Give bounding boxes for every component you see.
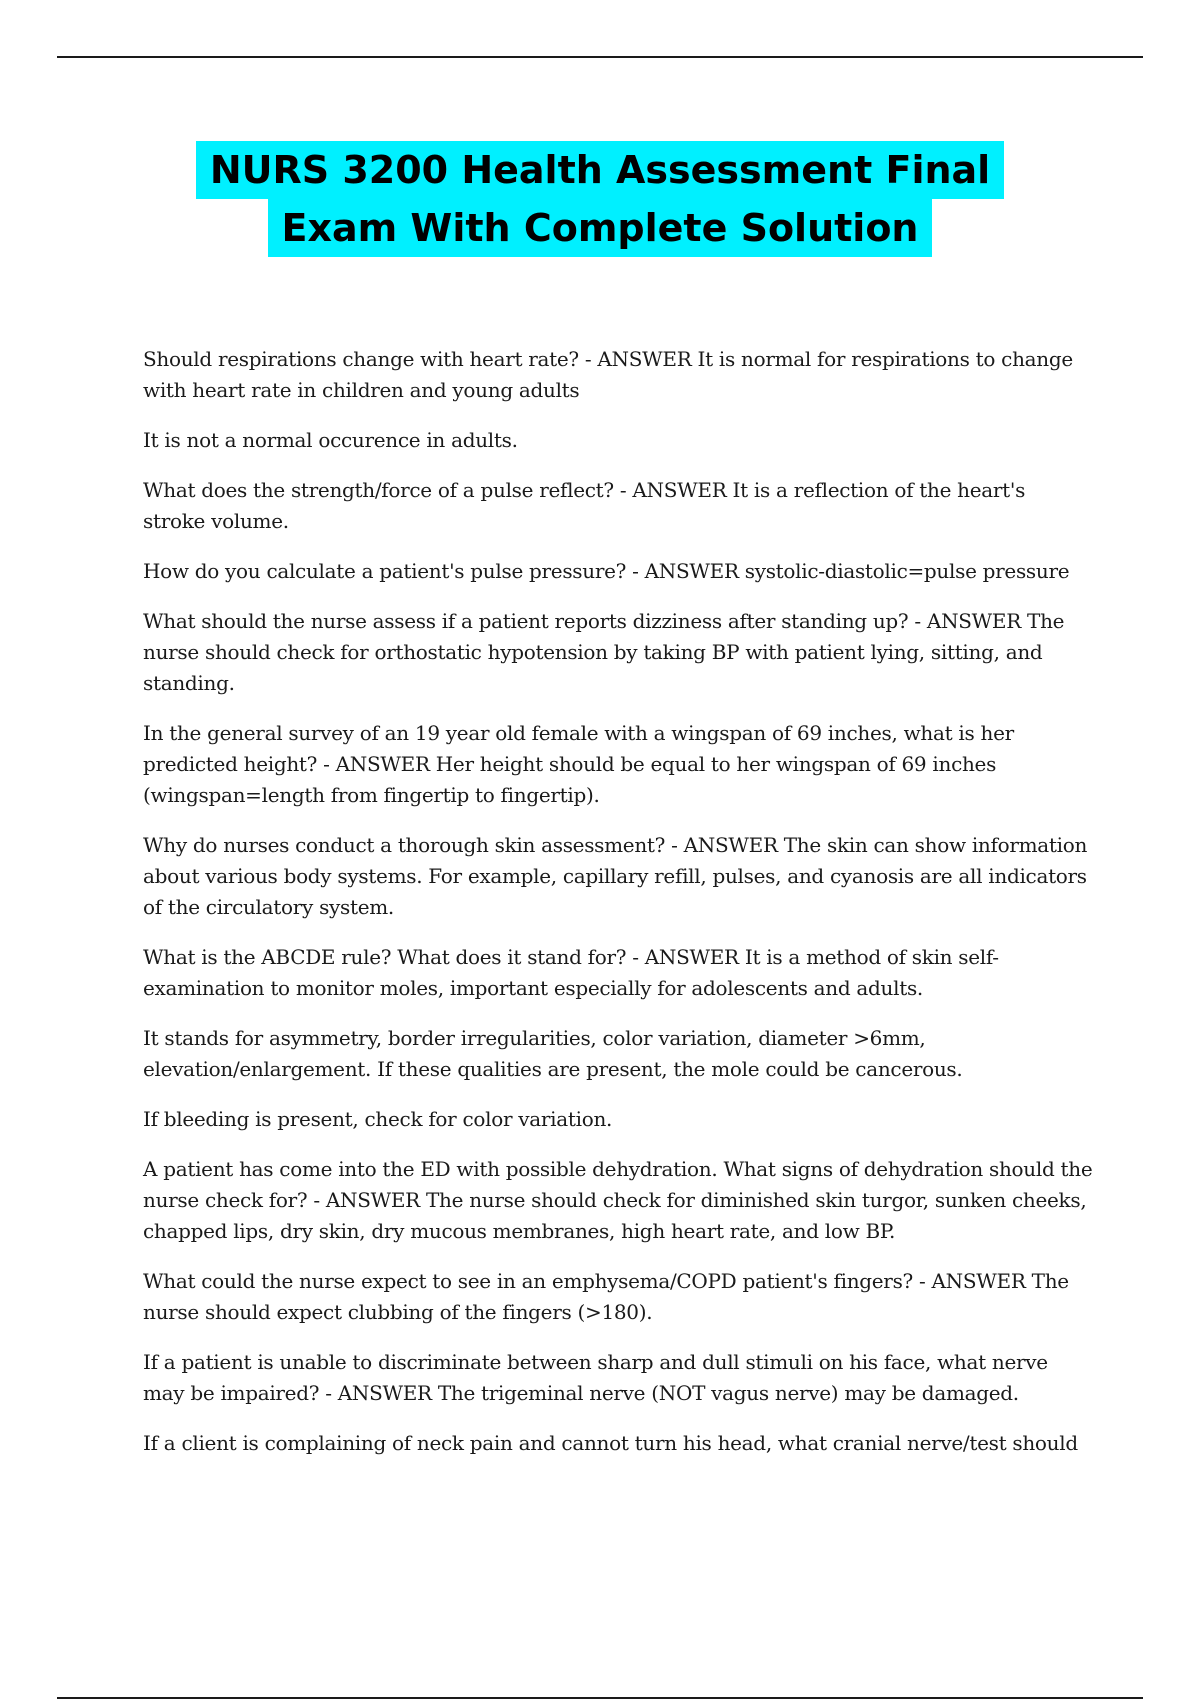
qa-paragraph-respirations: Should respirations change with heart rate? - ANSWER It is normal for respirations to change with heart rate in children and young adults [143, 347, 1073, 402]
qa-paragraph-pulse-pressure: How do you calculate a patient's pulse pressure? - ANSWER systolic-diastolic=pulse pressure [143, 559, 1070, 583]
document-body [143, 344, 1093, 1478]
qa-paragraph-abcde-rule: What is the ABCDE rule? What does it stand for? - ANSWER It is a method of skin self-examination to monitor moles, important especially for adolescents and adults. [143, 945, 999, 1000]
document-title [0, 141, 1200, 257]
qa-paragraph-copd-fingers: What could the nurse expect to see in an emphysema/COPD patient's fingers? - ANSWER The nurse should expect clubbing of the fingers (>180). [143, 1269, 1069, 1324]
qa-paragraph-dehydration: A patient has come into the ED with possible dehydration. What signs of dehydration should the nurse check for? - ANSWER The nurse should check for diminished skin turgor, sunken cheeks, chapped lips, dry skin, dry mucous membranes, high heart rate, and low BP. [143, 1157, 1093, 1243]
title-line-1: NURS 3200 Health Assessment Final [196, 141, 1004, 199]
qa-paragraph-respirations-adults: It is not a normal occurence in adults. [143, 428, 518, 452]
qa-paragraph-abcde-meaning: It stands for asymmetry, border irregularities, color variation, diameter >6mm, elevation/enlargement. If these qualities are present, the mole could be cancerous. [143, 1026, 963, 1081]
qa-paragraph-pulse-strength: What does the strength/force of a pulse reflect? - ANSWER It is a reflection of the heart's stroke volume. [143, 478, 1026, 533]
footer-rule [57, 1697, 1143, 1699]
qa-paragraph-dizziness: What should the nurse assess if a patient reports dizziness after standing up? - ANSWER The nurse should check for orthostatic hypotension by taking BP with patient lying, sitting, and standing. [143, 609, 1065, 695]
qa-paragraph-wingspan: In the general survey of an 19 year old female with a wingspan of 69 inches, what is her predicted height? - ANSWER Her height should be equal to her wingspan of 69 inches (wingspan=length from fingertip to fingertip). [143, 721, 1014, 807]
qa-paragraph-neck-pain: If a client is complaining of neck pain and cannot turn his head, what cranial nerve/test should [143, 1431, 1078, 1455]
qa-paragraph-skin-assessment: Why do nurses conduct a thorough skin assessment? - ANSWER The skin can show information about various body systems. For example, capillary refill, pulses, and cyanosis are all indicators of the circulatory system. [143, 833, 1088, 919]
title-line-2: Exam With Complete Solution [268, 199, 933, 257]
qa-paragraph-bleeding: If bleeding is present, check for color variation. [143, 1107, 613, 1131]
header-rule [57, 56, 1143, 58]
qa-paragraph-trigeminal: If a patient is unable to discriminate between sharp and dull stimuli on his face, what nerve may be impaired? - ANSWER The trigeminal nerve (NOT vagus nerve) may be damaged. [143, 1350, 1048, 1405]
